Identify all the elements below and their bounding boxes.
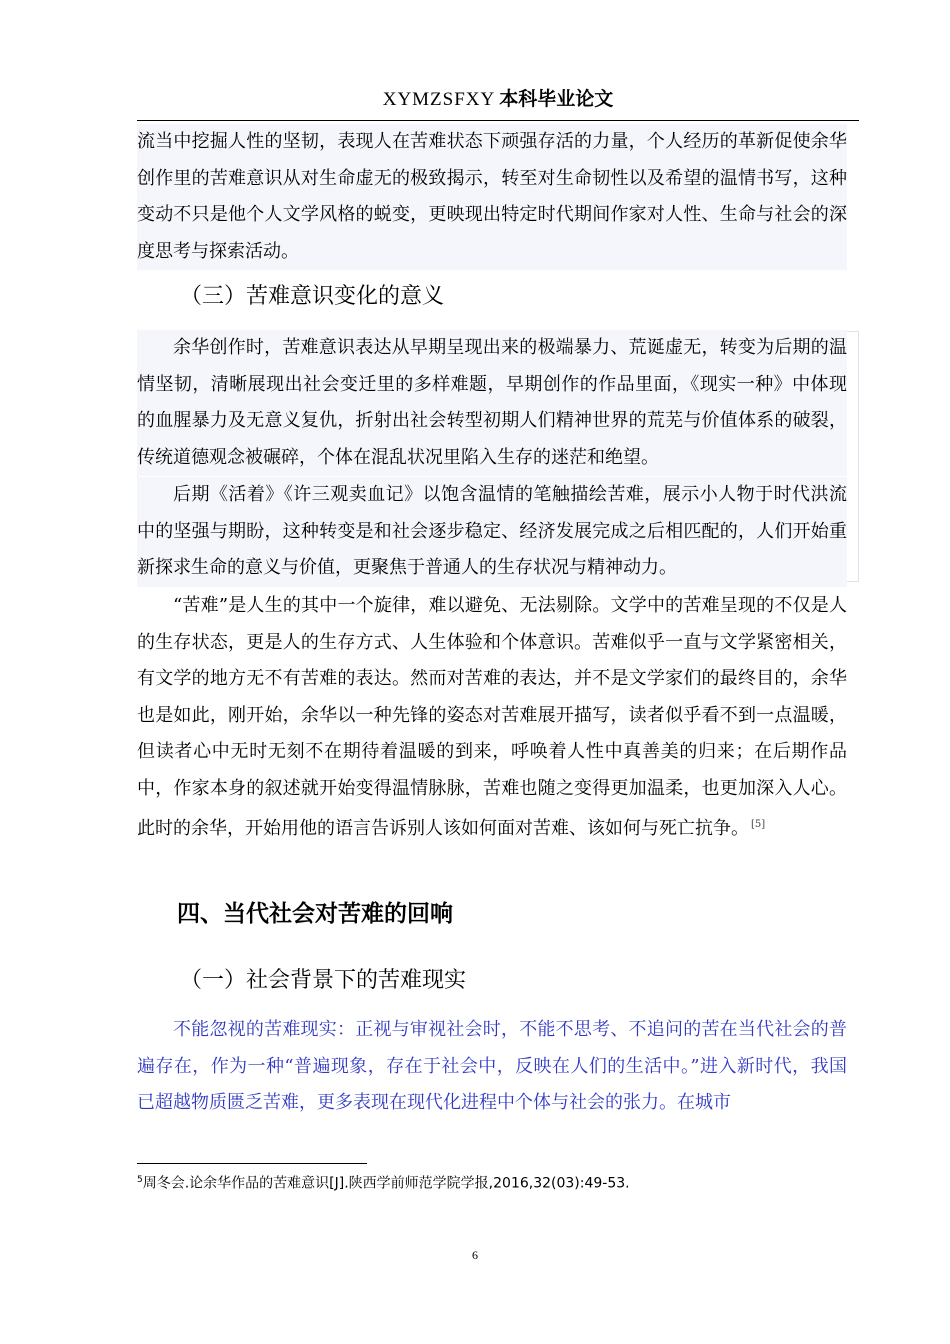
subheading-4-1: （一）社会背景下的苦难现实 xyxy=(180,968,467,993)
paragraph-intro-text: 流当中挖掘人性的坚韧，表现人在苦难状态下顽强存活的力量，个人经历的革新促使余华创作里的苦难意识从对生命虚无的极致揭示，转至对生命韧性以及希望的温情书写，这种变动不只是他个人文学风格的蜕变，更映现出特定时代期间作家对人性、生命与社会的深度思考与探索活动。 xyxy=(137,131,847,262)
paragraph-4: 不能忽视的苦难现实：正视与审视社会时，不能不思考、不追问的苦在当代社会的普遍存在，作为一种“普遍现象，存在于社会中，反映在人们的生活中。”进入新时代，我国已超越物质匮乏苦难，更多表现在现代化进程中个体与社会的张力。在城市 xyxy=(137,1019,847,1113)
heading-4: 四、当代社会对苦难的回响 xyxy=(177,901,453,927)
page-number: 6 xyxy=(472,1248,478,1262)
header-title-cn: 本科毕业论文 xyxy=(499,88,614,110)
paragraph-1: 余华创作时，苦难意识表达从早期呈现出来的极端暴力、荒诞虚无，转变为后期的温情坚韧，清晰展现出社会变迁里的多样难题，早期创作的作品里面，《现实一种》中体现的血腥暴力及无意义复仇，折射出社会转型初期人们精神世界的荒芜与价值体系的破裂，传统道德观念被碾碎，个体在混乱状况里陷入生存的迷茫和绝望。 xyxy=(137,330,847,476)
footnote xyxy=(137,1168,857,1196)
paragraph-2: 后期《活着》《许三观卖血记》以饱含温情的笔触描绘苦难，展示小人物于时代洪流中的坚强与期盼，这种转变是和社会逐步稳定、经济发展完成之后相匹配的，人们开始重新探求生命的意义与价值，更聚焦于普通人的生存状况与精神动力。 xyxy=(137,477,847,587)
header-rule xyxy=(137,120,859,121)
citation-mark: [5] xyxy=(751,819,766,830)
header-title-en: XYMZSFXY xyxy=(382,89,496,110)
paragraph-intro xyxy=(137,124,847,270)
footnote-text: 周冬会.论余华作品的苦难意识[J].陕西学前师范学院学报,2016,32(03):49-53. xyxy=(142,1175,630,1192)
footnote-rule xyxy=(137,1163,367,1164)
footnote-mark: 5 xyxy=(137,1175,143,1185)
paragraph-3-text: “苦难”是人生的其中一个旋律，难以避免、无法剔除。文学中的苦难呈现的不仅是人的生存状态，更是人的生存方式、人生体验和个体意识。苦难似乎一直与文学紧密相关，有文学的地方无不有苦难的表达。然而对苦难的表达，并不是文学家们的最终目的，余华也是如此，刚开始，余华以一种先锋的姿态对苦难展开描写，读者似乎看不到一点温暖，但读者心中无时无刻不在期待着温暖的到来，呼唤着人性中真善美的归来；在后期作品中，作家本身的叙述就开始变得温情脉脉，苦难也随之变得更加温柔，也更加深入人心。此时的余华，开始用他的语言告诉别人该如何面对苦难、该如何与死亡抗争。 xyxy=(137,595,847,839)
paragraph-3 xyxy=(137,588,847,848)
running-header xyxy=(137,84,859,115)
subheading-3: （三）苦难意识变化的意义 xyxy=(180,284,445,309)
